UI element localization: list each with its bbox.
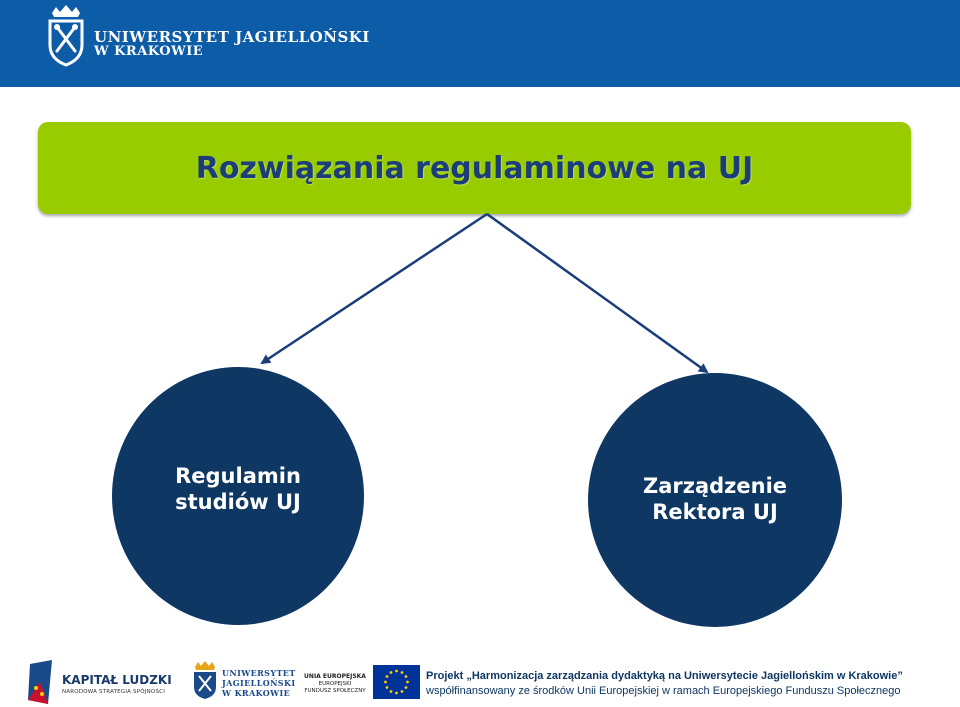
university-name-line2: W KRAKOWIE <box>94 44 204 59</box>
uj-crest-icon <box>192 660 218 700</box>
eu-line1: UNIA EUROPEJSKA <box>304 673 366 680</box>
project-line2: współfinansowany ze środków Unii Europejskiej w ramach Europejskiego Funduszu Społecznego <box>426 685 901 697</box>
kapital-ludzki-subtitle: NARODOWA STRATEGIA SPÓJNOŚCI <box>62 689 166 695</box>
kapital-ludzki-title: KAPITAŁ LUDZKI <box>62 673 172 687</box>
node-label: Rektora UJ <box>652 500 778 524</box>
node-label: Regulamin <box>175 464 301 488</box>
arrow-to-right-node <box>487 214 707 372</box>
node-regulamin <box>112 367 364 625</box>
eu-flag-icon <box>373 665 420 699</box>
footer-bar <box>0 652 960 707</box>
uj-footer-line2: JAGIELLOŃSKI <box>222 678 296 688</box>
eu-line2: EUROPEJSKI <box>318 681 352 687</box>
uj-footer-line1: UNIWERSYTET <box>222 668 296 678</box>
node-label: studiów UJ <box>175 490 301 514</box>
diagram-title: Rozwiązania regulaminowe na UJ <box>195 150 754 186</box>
eu-line3: FUNDUSZ SPOŁECZNY <box>304 688 366 694</box>
node-zarzadzenie <box>588 373 842 627</box>
node-label: Zarządzenie <box>642 474 788 498</box>
project-line1: Projekt „Harmonizacja zarządzania dydaktyką na Uniwersytecie Jagiellońskim w Krakowie” <box>426 670 903 682</box>
kapital-ludzki-icon <box>26 660 56 706</box>
university-name-line1: UNIWERSYTET JAGIELLOŃSKI <box>94 28 370 46</box>
uj-footer-line3: W KRAKOWIE <box>222 688 291 698</box>
arrow-to-left-node <box>262 214 487 363</box>
